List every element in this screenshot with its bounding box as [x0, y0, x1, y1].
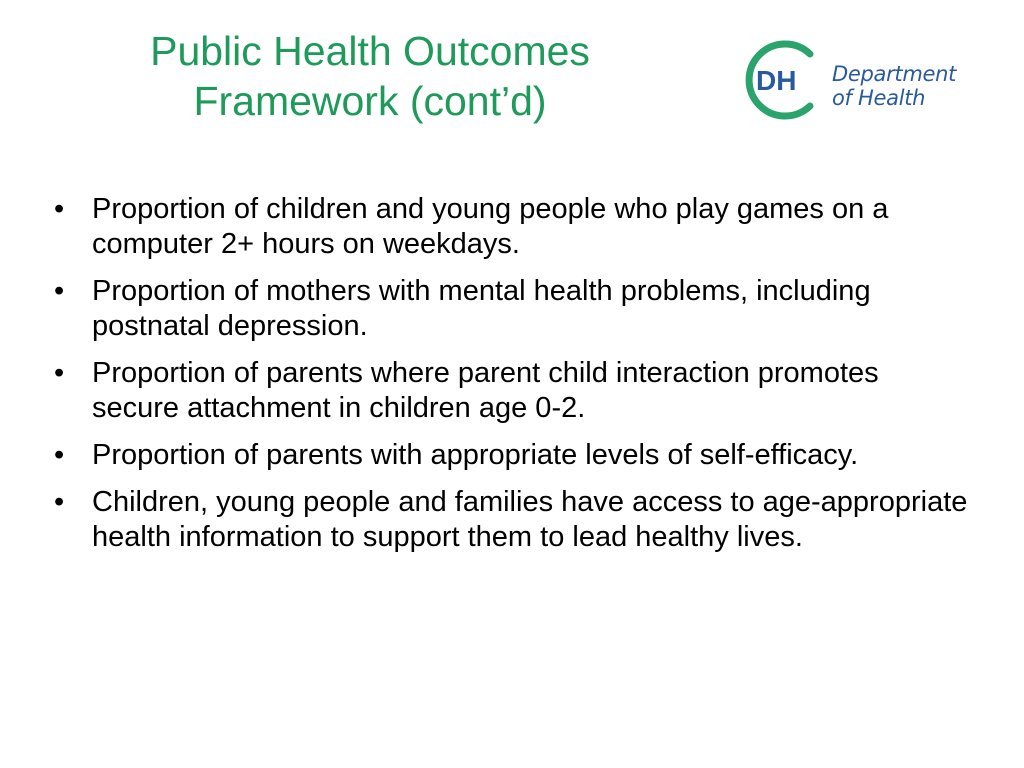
bullet-text: Proportion of parents with appropriate levels of self-efficacy. [92, 439, 859, 471]
logo-wordmark [832, 62, 956, 110]
logo-wordmark-line-2: of Health [832, 86, 926, 110]
bullet-dot: • [54, 357, 65, 389]
bullet-item [52, 274, 972, 344]
bullet-dot: • [54, 486, 65, 518]
slide-title [60, 26, 680, 126]
bullet-dot: • [54, 275, 65, 307]
bullet-item [52, 356, 972, 426]
bullet-text: Children, young people and families have access to age-appropriate health information to support them to lead healthy lives. [92, 486, 968, 553]
slide-title-line-2: Framework (cont’d) [193, 78, 547, 124]
department-of-health-logo [738, 40, 988, 120]
bullet-text: Proportion of parents where parent child interaction promotes secure attachment in children age 0-2. [92, 357, 879, 424]
bullet-item [52, 438, 972, 473]
bullet-item [52, 485, 972, 555]
bullet-text: Proportion of children and young people who play games on a computer 2+ hours on weekdays. [92, 193, 889, 260]
bullet-list [52, 192, 972, 567]
logo-wordmark-line-1: Department [832, 62, 957, 86]
bullet-text: Proportion of mothers with mental health problems, including postnatal depression. [92, 275, 871, 342]
dh-logo-mark [738, 40, 828, 120]
bullet-dot: • [54, 439, 65, 471]
bullet-dot: • [54, 193, 65, 225]
dh-initials: DH [756, 65, 797, 96]
bullet-item [52, 192, 972, 262]
slide-title-line-1: Public Health Outcomes [150, 28, 590, 74]
